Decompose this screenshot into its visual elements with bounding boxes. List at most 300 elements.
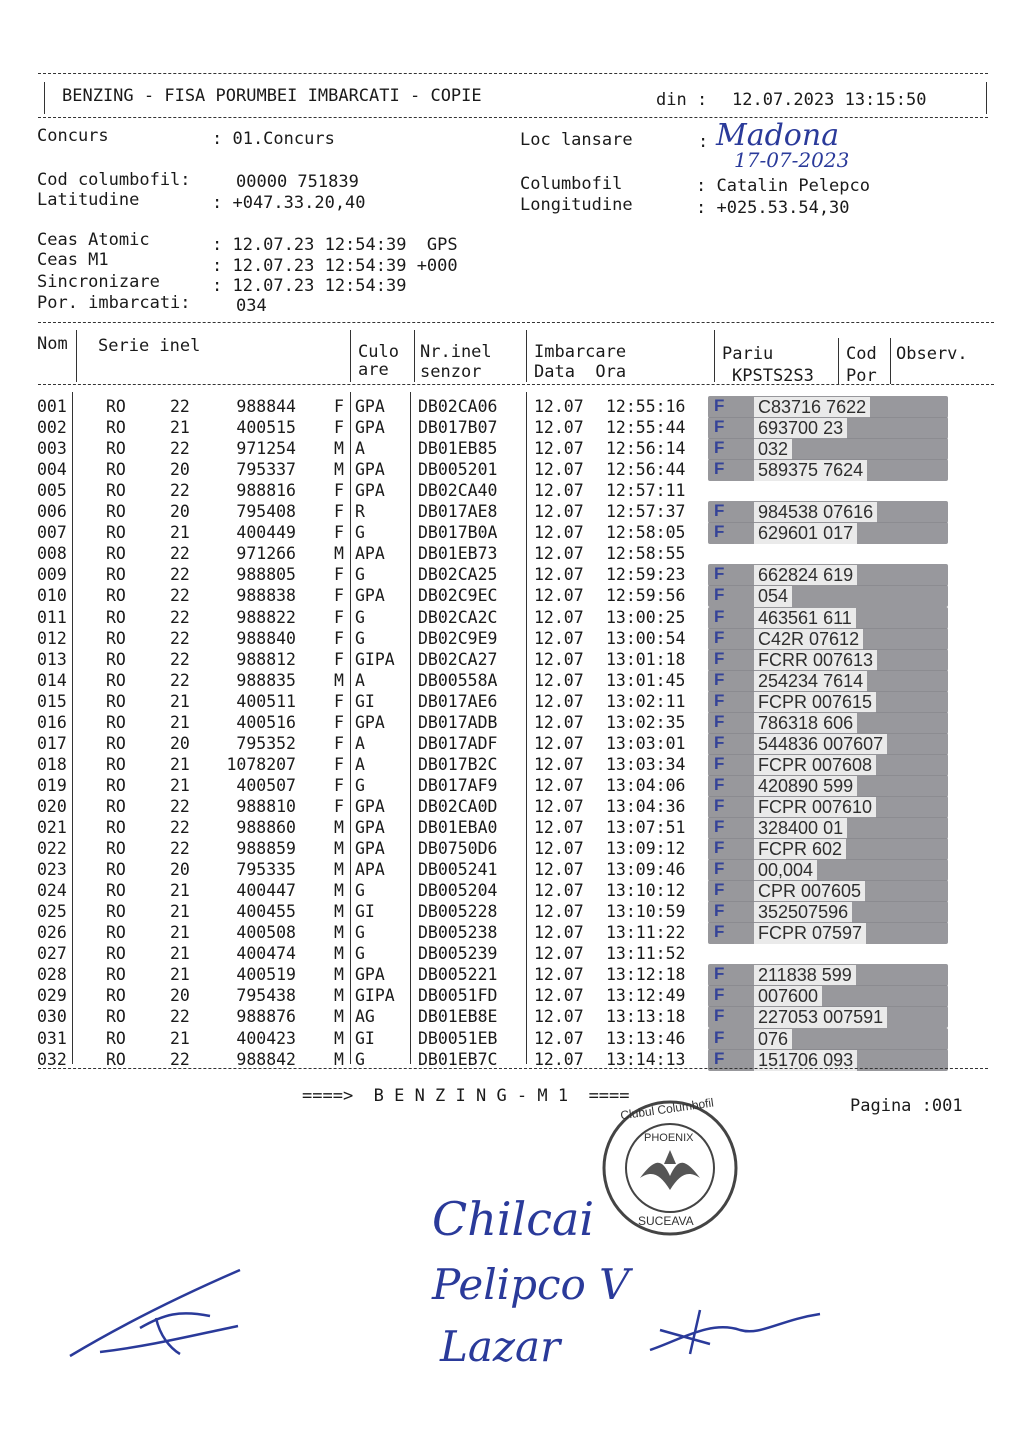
cell-culoare: GI: [355, 902, 375, 922]
sticker-code: 076: [754, 1029, 792, 1050]
cell-an: 21: [170, 523, 190, 543]
cell-tara: RO: [106, 628, 126, 648]
cell-senzor: DB02CA2C: [418, 607, 498, 627]
cell-an: 22: [170, 586, 190, 606]
cell-senzor: DB005201: [418, 460, 498, 480]
cell-tara: RO: [106, 418, 126, 438]
cell-culoare: GPA: [355, 418, 385, 438]
sticker-logo-icon: F: [714, 417, 725, 437]
cell-ora: 12:57:37: [606, 502, 686, 522]
cell-nom: 008: [37, 544, 67, 564]
cell-an: 21: [170, 775, 190, 795]
cell-culoare: GPA: [355, 460, 385, 480]
cell-nom: 018: [37, 754, 67, 774]
pariu-sticker: [708, 691, 948, 713]
cell-tara: RO: [106, 839, 126, 859]
cell-nr: 988838: [236, 586, 296, 606]
cell-tara: RO: [106, 733, 126, 753]
latitudine-label: Latitudine: [37, 190, 140, 210]
cell-culoare: GPA: [355, 481, 385, 501]
cell-sex: F: [334, 649, 344, 669]
cell-tara: RO: [106, 965, 126, 985]
cell-an: 20: [170, 733, 190, 753]
table-row: [0, 943, 1024, 964]
cell-an: 20: [170, 502, 190, 522]
cell-nom: 030: [37, 1007, 67, 1027]
longitudine-value: : +025.53.54,30: [696, 198, 850, 218]
col-observatii: Observ.: [896, 344, 968, 364]
cell-culoare: GIPA: [355, 986, 395, 1006]
cell-data: 12.07: [534, 649, 584, 669]
cell-ora: 13:01:18: [606, 649, 686, 669]
cell-an: 22: [170, 439, 190, 459]
cell-nom: 022: [37, 839, 67, 859]
cell-senzor: DB01EBA0: [418, 818, 498, 837]
sticker-code: 254234 7614: [754, 671, 867, 692]
cell-data: 12.07: [534, 607, 584, 627]
cell-nr: 795408: [236, 502, 296, 522]
cell-ora: 13:12:49: [606, 986, 686, 1006]
pariu-sticker: [708, 459, 948, 481]
cell-nom: 025: [37, 902, 67, 922]
cell-culoare: G: [355, 607, 365, 627]
cell-an: 21: [170, 691, 190, 711]
cell-senzor: DB02C9E9: [418, 628, 498, 648]
cell-senzor: DB005241: [418, 860, 498, 880]
table-row: [0, 480, 1024, 501]
col-pariu-2: KPSTS2S3: [732, 366, 814, 386]
cell-nom: 028: [37, 965, 67, 985]
cell-ora: 12:55:44: [606, 418, 686, 438]
sticker-logo-icon: F: [714, 985, 725, 1005]
cell-nr: 988876: [236, 1007, 296, 1027]
pariu-sticker: [708, 585, 948, 607]
table-row: [0, 838, 1024, 859]
cell-senzor: DB02CA0D: [418, 796, 498, 816]
cell-data: 12.07: [534, 439, 584, 459]
cell-senzor: DB005204: [418, 881, 498, 901]
sticker-logo-icon: F: [714, 732, 725, 752]
cell-nr: 400455: [236, 902, 296, 922]
cell-senzor: DB01EB8E: [418, 1007, 498, 1027]
club-stamp: [600, 1095, 740, 1238]
cell-ora: 13:10:59: [606, 902, 686, 922]
sticker-logo-icon: F: [714, 606, 725, 626]
cell-culoare: GI: [355, 691, 375, 711]
stamp-middle-text: PHOENIX: [644, 1132, 694, 1144]
cell-sex: M: [334, 965, 344, 985]
cell-ora: 13:09:12: [606, 839, 686, 859]
sticker-logo-icon: F: [714, 1006, 725, 1026]
cell-senzor: DB005239: [418, 944, 498, 964]
cell-nom: 020: [37, 796, 67, 816]
cell-nr: 400474: [236, 944, 296, 964]
sticker-code: 984538 07616: [754, 502, 877, 523]
cell-data: 12.07: [534, 544, 584, 564]
pariu-sticker: [708, 607, 948, 629]
cell-sex: M: [334, 839, 344, 859]
cell-tara: RO: [106, 649, 126, 669]
cell-ora: 13:10:12: [606, 881, 686, 901]
pariu-sticker: [708, 1028, 948, 1050]
sticker-code: 211838 599: [754, 965, 856, 986]
table-row: [0, 775, 1024, 796]
sticker-logo-icon: F: [714, 459, 725, 479]
sticker-code: 007600: [754, 986, 822, 1007]
col-cod-por-2: Por: [846, 366, 877, 386]
cell-senzor: DB02CA25: [418, 565, 498, 585]
cell-sex: F: [334, 607, 344, 627]
cell-senzor: DB02CA27: [418, 649, 498, 669]
cell-nom: 014: [37, 670, 67, 690]
sincronizare-label: Sincronizare: [37, 272, 160, 292]
signature-line-2: Pelipco V: [432, 1260, 630, 1309]
cell-culoare: GPA: [355, 818, 385, 837]
cell-an: 21: [170, 754, 190, 774]
sticker-logo-icon: F: [714, 438, 725, 458]
cell-an: 21: [170, 881, 190, 901]
col-culoare-1: Culo: [358, 342, 399, 362]
table-row: [0, 985, 1024, 1006]
cell-sex: M: [334, 544, 344, 564]
sticker-logo-icon: F: [714, 396, 725, 415]
sticker-code: 693700 23: [754, 418, 847, 439]
cell-ora: 12:59:23: [606, 565, 686, 585]
cell-nom: 003: [37, 439, 67, 459]
cell-data: 12.07: [534, 712, 584, 732]
sticker-code: C42R 07612: [754, 629, 863, 650]
cell-nr: 988859: [236, 839, 296, 859]
table-row: [0, 691, 1024, 712]
cell-culoare: APA: [355, 860, 385, 880]
cell-culoare: A: [355, 754, 365, 774]
cell-culoare: G: [355, 628, 365, 648]
cell-nom: 031: [37, 1028, 67, 1048]
sticker-logo-icon: F: [714, 838, 725, 858]
cell-nr: 400507: [236, 775, 296, 795]
cod-columbofil-value: 00000 751839: [236, 172, 359, 192]
sticker-code: FCRR 007613: [754, 650, 877, 671]
cell-culoare: GPA: [355, 965, 385, 985]
table-row: [0, 754, 1024, 775]
cell-ora: 12:57:11: [606, 481, 686, 501]
cell-senzor: DB0051FD: [418, 986, 498, 1006]
cell-sex: M: [334, 986, 344, 1006]
benzing-footer: ====> B E N Z I N G - M 1 ====: [302, 1086, 630, 1106]
cell-an: 22: [170, 544, 190, 564]
cell-tara: RO: [106, 881, 126, 901]
cell-an: 22: [170, 628, 190, 648]
col-imbarcare-1: Imbarcare: [534, 342, 627, 362]
cell-ora: 13:02:11: [606, 691, 686, 711]
cell-an: 21: [170, 418, 190, 438]
cell-an: 22: [170, 796, 190, 816]
cell-data: 12.07: [534, 1007, 584, 1027]
cell-tara: RO: [106, 607, 126, 627]
cell-data: 12.07: [534, 796, 584, 816]
col-nr-inel-2: senzor: [420, 362, 482, 382]
cell-ora: 13:13:46: [606, 1028, 686, 1048]
cell-ora: 13:07:51: [606, 818, 686, 837]
sticker-code: 629601 017: [754, 523, 857, 544]
cell-data: 12.07: [534, 481, 584, 501]
sticker-code: 420890 599: [754, 776, 857, 797]
cell-tara: RO: [106, 1007, 126, 1027]
sticker-code: FCPR 007615: [754, 692, 876, 713]
cell-nom: 024: [37, 881, 67, 901]
concurs-label: Concurs: [37, 126, 109, 146]
cell-tara: RO: [106, 796, 126, 816]
cell-nr: 1078207: [226, 754, 296, 774]
cell-an: 22: [170, 481, 190, 501]
cell-culoare: GPA: [355, 839, 385, 859]
table-row: [0, 880, 1024, 901]
cell-an: 22: [170, 1007, 190, 1027]
sticker-logo-icon: F: [714, 627, 725, 647]
cell-senzor: DB005228: [418, 902, 498, 922]
cell-tara: RO: [106, 1049, 126, 1069]
cell-data: 12.07: [534, 586, 584, 606]
sticker-code: FCPR 007608: [754, 755, 876, 776]
cell-an: 21: [170, 944, 190, 964]
cell-data: 12.07: [534, 944, 584, 964]
cell-data: 12.07: [534, 418, 584, 438]
cell-nr: 795352: [236, 733, 296, 753]
cell-culoare: A: [355, 670, 365, 690]
signature-line-3: Lazar: [440, 1322, 561, 1371]
cell-senzor: DB017AE8: [418, 502, 498, 522]
cell-an: 21: [170, 923, 190, 943]
cell-culoare: AG: [355, 1007, 375, 1027]
cell-tara: RO: [106, 775, 126, 795]
table-row: [0, 501, 1024, 522]
cod-columbofil-label: Cod columbofil:: [37, 170, 191, 190]
cell-data: 12.07: [534, 670, 584, 690]
cell-tara: RO: [106, 670, 126, 690]
cell-sex: F: [334, 733, 344, 753]
porumbei-imbarcati-value: 034: [236, 296, 267, 316]
cell-nom: 032: [37, 1049, 67, 1069]
cell-data: 12.07: [534, 460, 584, 480]
table-row: [0, 817, 1024, 838]
table-row: [0, 438, 1024, 459]
table-row: [0, 564, 1024, 585]
col-cod-por-1: Cod: [846, 344, 877, 364]
pariu-sticker: [708, 628, 948, 650]
pariu-sticker: [708, 901, 948, 923]
loc-lansare-handwritten: Madona: [716, 118, 840, 153]
pariu-sticker: [708, 775, 948, 797]
pariu-sticker: [708, 838, 948, 860]
cell-data: 12.07: [534, 965, 584, 985]
cell-culoare: G: [355, 881, 365, 901]
cell-tara: RO: [106, 502, 126, 522]
cell-an: 22: [170, 565, 190, 585]
sticker-logo-icon: F: [714, 564, 725, 584]
sticker-logo-icon: F: [714, 774, 725, 794]
cell-culoare: G: [355, 1049, 365, 1069]
pariu-sticker: [708, 438, 948, 460]
cell-nom: 011: [37, 607, 67, 627]
cell-ora: 12:58:55: [606, 544, 686, 564]
cell-nom: 006: [37, 502, 67, 522]
cell-data: 12.07: [534, 565, 584, 585]
cell-senzor: DB017B0A: [418, 523, 498, 543]
pariu-sticker: [708, 964, 948, 986]
cell-nr: 988840: [236, 628, 296, 648]
cell-nom: 005: [37, 481, 67, 501]
cell-nom: 013: [37, 649, 67, 669]
cell-sex: F: [334, 691, 344, 711]
cell-sex: F: [334, 712, 344, 732]
sticker-logo-icon: F: [714, 817, 725, 836]
cell-ora: 13:03:01: [606, 733, 686, 753]
sticker-code: 662824 619: [754, 565, 857, 586]
ceas-atomic-value: : 12.07.23 12:54:39 GPS: [212, 235, 458, 255]
sticker-code: 151706 093: [754, 1050, 857, 1071]
cell-senzor: DB017ADF: [418, 733, 498, 753]
cell-an: 22: [170, 397, 190, 416]
cell-an: 22: [170, 670, 190, 690]
sticker-code: FCPR 602: [754, 839, 846, 860]
cell-tara: RO: [106, 902, 126, 922]
cell-sex: M: [334, 860, 344, 880]
cell-data: 12.07: [534, 775, 584, 795]
cell-senzor: DB01EB73: [418, 544, 498, 564]
cell-ora: 13:12:18: [606, 965, 686, 985]
cell-data: 12.07: [534, 397, 584, 416]
cell-an: 20: [170, 986, 190, 1006]
ceas-m1-label: Ceas M1: [37, 250, 109, 270]
cell-nr: 988844: [236, 397, 296, 416]
cell-sex: M: [334, 1049, 344, 1069]
cell-nr: 400508: [236, 923, 296, 943]
pariu-sticker: [708, 796, 948, 818]
cell-data: 12.07: [534, 1028, 584, 1048]
cell-data: 12.07: [534, 628, 584, 648]
pariu-sticker: [708, 670, 948, 692]
cell-culoare: GI: [355, 1028, 375, 1048]
sticker-logo-icon: F: [714, 795, 725, 815]
cell-an: 20: [170, 460, 190, 480]
sticker-logo-icon: F: [714, 859, 725, 879]
cell-nom: 021: [37, 818, 67, 837]
cell-an: 22: [170, 839, 190, 859]
cell-an: 20: [170, 860, 190, 880]
loc-lansare-label: Loc lansare: [520, 130, 633, 150]
cell-ora: 13:03:34: [606, 754, 686, 774]
columbofil-value: : Catalin Pelepco: [696, 176, 870, 196]
table-row: [0, 796, 1024, 817]
cell-nr: 400511: [236, 691, 296, 711]
col-nom: Nom: [37, 334, 68, 354]
cell-an: 21: [170, 902, 190, 922]
pariu-sticker: [708, 985, 948, 1007]
page-number: Pagina :001: [850, 1096, 963, 1116]
pariu-sticker: [708, 564, 948, 586]
cell-data: 12.07: [534, 902, 584, 922]
pariu-sticker: [708, 501, 948, 523]
cell-tara: RO: [106, 712, 126, 732]
cell-culoare: APA: [355, 544, 385, 564]
sticker-logo-icon: F: [714, 522, 725, 542]
cell-ora: 13:14:13: [606, 1049, 686, 1069]
table-row: [0, 922, 1024, 943]
cell-culoare: G: [355, 775, 365, 795]
cell-data: 12.07: [534, 881, 584, 901]
table-row: [0, 859, 1024, 880]
sticker-logo-icon: F: [714, 669, 725, 689]
loc-lansare-handwritten-date: 17-07-2023: [734, 148, 850, 172]
cell-data: 12.07: [534, 754, 584, 774]
cell-culoare: G: [355, 923, 365, 943]
cell-nr: 971254: [236, 439, 296, 459]
cell-ora: 12:56:14: [606, 439, 686, 459]
cell-sex: F: [334, 754, 344, 774]
cell-sex: F: [334, 628, 344, 648]
concurs-value: : 01.Concurs: [212, 129, 335, 149]
cell-tara: RO: [106, 986, 126, 1006]
cell-tara: RO: [106, 565, 126, 585]
cell-ora: 13:11:22: [606, 923, 686, 943]
cell-ora: 12:59:56: [606, 586, 686, 606]
cell-data: 12.07: [534, 1049, 584, 1069]
cell-sex: F: [334, 796, 344, 816]
cell-tara: RO: [106, 481, 126, 501]
cell-sex: M: [334, 670, 344, 690]
cell-nr: 795438: [236, 986, 296, 1006]
pariu-sticker: [708, 733, 948, 755]
cell-data: 12.07: [534, 502, 584, 522]
sticker-logo-icon: F: [714, 922, 725, 942]
pariu-sticker: [708, 712, 948, 734]
sticker-logo-icon: F: [714, 711, 725, 731]
cell-culoare: GPA: [355, 712, 385, 732]
cell-sex: F: [334, 397, 344, 416]
cell-nr: 971266: [236, 544, 296, 564]
sticker-logo-icon: F: [714, 964, 725, 984]
cell-nr: 795337: [236, 460, 296, 480]
sticker-code: CPR 007605: [754, 881, 865, 902]
cell-nr: 988822: [236, 607, 296, 627]
cell-an: 21: [170, 712, 190, 732]
pariu-sticker: [708, 859, 948, 881]
cell-sex: F: [334, 481, 344, 501]
cell-ora: 12:55:16: [606, 397, 686, 416]
cell-sex: M: [334, 1007, 344, 1027]
col-nr-inel-1: Nr.inel: [420, 342, 492, 362]
cell-tara: RO: [106, 439, 126, 459]
cell-senzor: DB017AE6: [418, 691, 498, 711]
cell-senzor: DB017ADB: [418, 712, 498, 732]
sticker-code: 352507596: [754, 902, 852, 923]
cell-nr: 400515: [236, 418, 296, 438]
pariu-sticker: [708, 922, 948, 944]
cell-nr: 400516: [236, 712, 296, 732]
stamp-top-text: Clubul Columbofil: [619, 1095, 715, 1123]
cell-ora: 13:13:18: [606, 1007, 686, 1027]
cell-culoare: G: [355, 944, 365, 964]
cell-nom: 015: [37, 691, 67, 711]
cell-data: 12.07: [534, 839, 584, 859]
cell-sex: M: [334, 460, 344, 480]
pariu-sticker: [708, 1006, 948, 1028]
cell-tara: RO: [106, 691, 126, 711]
sticker-code: 032: [754, 439, 792, 460]
table-row: [0, 670, 1024, 691]
sticker-code: 463561 611: [754, 608, 856, 629]
pariu-sticker: [708, 522, 948, 544]
